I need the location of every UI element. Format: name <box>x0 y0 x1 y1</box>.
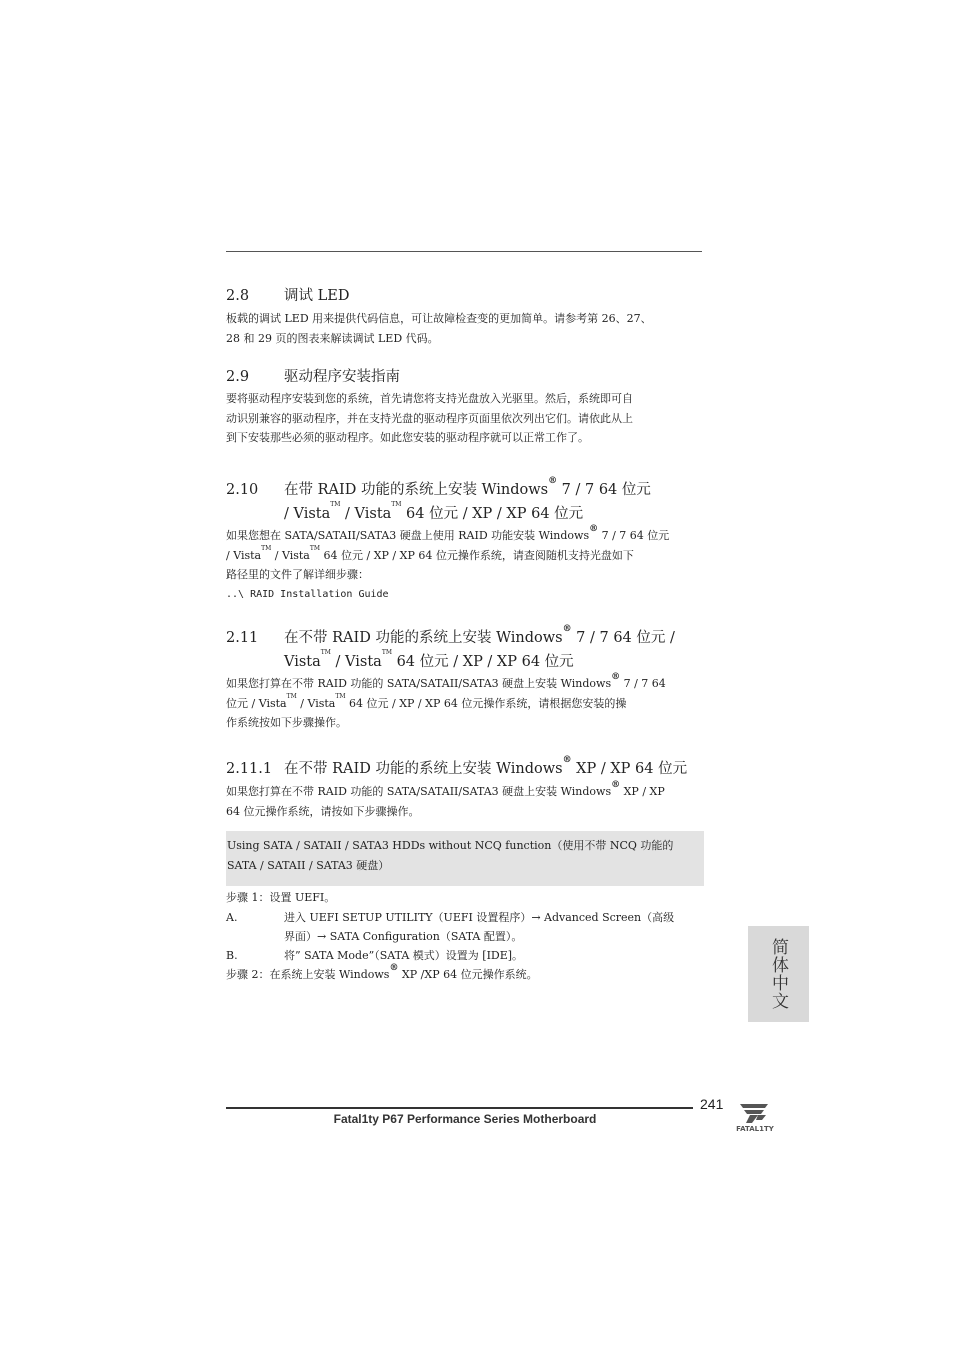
footer-rule <box>226 1107 693 1109</box>
paragraph-line <box>226 782 704 802</box>
section-2-8-heading <box>226 284 349 308</box>
trademark-mark: TM <box>261 544 272 552</box>
registered-mark: ® <box>389 963 399 973</box>
paragraph-line: 要将驱动程序安装到您的系统，首先请您将支持光盘放入光驱里。然后，系统即可自 <box>226 392 633 405</box>
text: / Vista <box>271 548 310 562</box>
heading-text: / Vista <box>330 654 382 670</box>
logo-text: FATAL1TY <box>736 1125 774 1133</box>
text: / Vista <box>226 548 262 562</box>
page-number: 241 <box>700 1096 724 1112</box>
section-2-10-body <box>226 526 704 604</box>
heading-text: / Vista <box>340 506 392 522</box>
section-2-10-heading <box>226 478 651 502</box>
section-2-8-body <box>226 309 704 348</box>
note-line: Using SATA / SATAII / SATA3 HDDs without NCQ function（使用不带 NCQ 功能的 <box>227 839 674 852</box>
section-2-11-heading <box>226 626 675 650</box>
registered-mark: ® <box>562 755 572 765</box>
text: 7 / 7 64 位元 <box>598 529 670 542</box>
step-a-line1: 进入 UEFI SETUP UTILITY（UEFI 设置程序）→ Advanced Screen（高级 <box>284 911 675 924</box>
paragraph-line: 作系统按如下步骤操作。 <box>226 716 347 729</box>
registered-mark: ® <box>548 476 558 486</box>
file-path: ..\ RAID Installation Guide <box>226 588 389 600</box>
text: 如果您打算在不带 RAID 功能的 SATA/SATAII/SATA3 硬盘上安装 Windows <box>226 785 612 798</box>
paragraph-line <box>226 526 704 546</box>
registered-mark: ® <box>611 780 621 790</box>
paragraph-line <box>226 674 704 694</box>
heading-text: 64 位元 / XP / XP 64 位元 <box>391 654 574 670</box>
step-a-line2: 界面）→ SATA Configuration（SATA 配置）。 <box>284 930 523 943</box>
section-number: 2.9 <box>226 369 250 385</box>
paragraph-line: 板载的调试 LED 用来提供代码信息，可让故障检查变的更加简单。请参考第 26、27、 <box>226 312 652 325</box>
fatal1ty-logo-icon <box>728 1100 782 1134</box>
registered-mark: ® <box>562 624 572 634</box>
text: 7 / 7 64 <box>620 677 666 690</box>
registered-mark: ® <box>611 672 621 682</box>
trademark-mark: TM <box>320 649 331 656</box>
trademark-mark: TM <box>335 692 346 700</box>
language-tab-label: 简体中文 <box>768 938 788 1010</box>
section-number: 2.10 <box>226 482 259 498</box>
heading-text: 7 / 7 64 位元 / <box>571 630 675 646</box>
step-1: 步骤 1：设置 UEFI。 <box>226 891 336 904</box>
paragraph-line: 28 和 29 页的图表来解读调试 LED 代码。 <box>226 331 439 345</box>
paragraph-line: 动识别兼容的驱动程序，并在支持光盘的驱动程序页面里依次列出它们。请依此从上 <box>226 411 633 425</box>
section-2-9-heading <box>226 365 400 389</box>
section-2-10-heading-line2 <box>284 502 583 526</box>
paragraph-line: 到下安装那些必须的驱动程序。如此您安装的驱动程序就可以正常工作了。 <box>226 431 589 444</box>
trademark-mark: TM <box>330 501 341 508</box>
step-b-label: B. <box>226 949 238 962</box>
text: 位元 / Vista <box>226 696 287 710</box>
paragraph-line <box>226 546 704 566</box>
section-2-11-body <box>226 674 704 733</box>
header-rule <box>226 251 702 252</box>
note-box-text <box>227 836 701 875</box>
step-b-line1: 将” SATA Mode”（SATA 模式）设置为 [IDE]。 <box>284 949 524 962</box>
text: XP / XP <box>620 785 665 798</box>
heading-text: 在不带 RAID 功能的系统上安装 Windows <box>284 630 563 646</box>
heading-text: 7 / 7 64 位元 <box>557 482 651 498</box>
heading-text: 64 位元 / XP / XP 64 位元 <box>401 506 584 522</box>
section-2-11-heading-line2 <box>284 650 574 674</box>
heading-text: 在不带 RAID 功能的系统上安装 Windows <box>284 761 563 777</box>
heading-text: / Vista <box>284 506 331 522</box>
text: 如果您想在 SATA/SATAII/SATA3 硬盘上使用 RAID 功能安装 Windows <box>226 529 590 542</box>
text: 64 位元 / XP / XP 64 位元操作系统，请查阅随机支持光盘如下 <box>320 548 634 562</box>
section-2-11-1-body <box>226 782 704 821</box>
paragraph-line: 64 位元操作系统，请按如下步骤操作。 <box>226 804 420 818</box>
step-2 <box>226 965 538 985</box>
section-title: 驱动程序安装指南 <box>284 369 400 385</box>
text: / Vista <box>296 696 336 710</box>
registered-mark: ® <box>589 524 599 534</box>
footer-title: Fatal1ty P67 Performance Series Motherboard <box>333 1112 597 1126</box>
section-2-11-1-heading <box>226 757 687 781</box>
section-number: 2.11 <box>226 630 259 646</box>
heading-text: Vista <box>284 654 321 670</box>
section-number: 2.8 <box>226 288 250 304</box>
step-a-label: A. <box>226 911 238 924</box>
section-2-9-body <box>226 389 704 448</box>
text: XP /XP 64 位元操作系统。 <box>398 968 538 981</box>
heading-text: 在带 RAID 功能的系统上安装 Windows <box>284 482 549 498</box>
text: 64 位元 / XP / XP 64 位元操作系统，请根据您安装的操 <box>345 696 627 710</box>
paragraph-line <box>226 694 704 714</box>
section-title: 调试 LED <box>284 288 350 304</box>
text: 如果您打算在不带 RAID 功能的 SATA/SATAII/SATA3 硬盘上安装 Windows <box>226 677 612 690</box>
note-line: SATA / SATAII / SATA3 硬盘） <box>227 858 390 872</box>
trademark-mark: TM <box>309 544 321 552</box>
trademark-mark: TM <box>391 501 402 508</box>
heading-text: XP / XP 64 位元 <box>571 761 688 777</box>
paragraph-line: 路径里的文件了解详细步骤： <box>226 568 369 581</box>
trademark-mark: TM <box>381 649 392 656</box>
trademark-mark: TM <box>286 692 297 700</box>
text: 步骤 2：在系统上安装 Windows <box>226 968 390 981</box>
section-number: 2.11.1 <box>226 761 273 777</box>
